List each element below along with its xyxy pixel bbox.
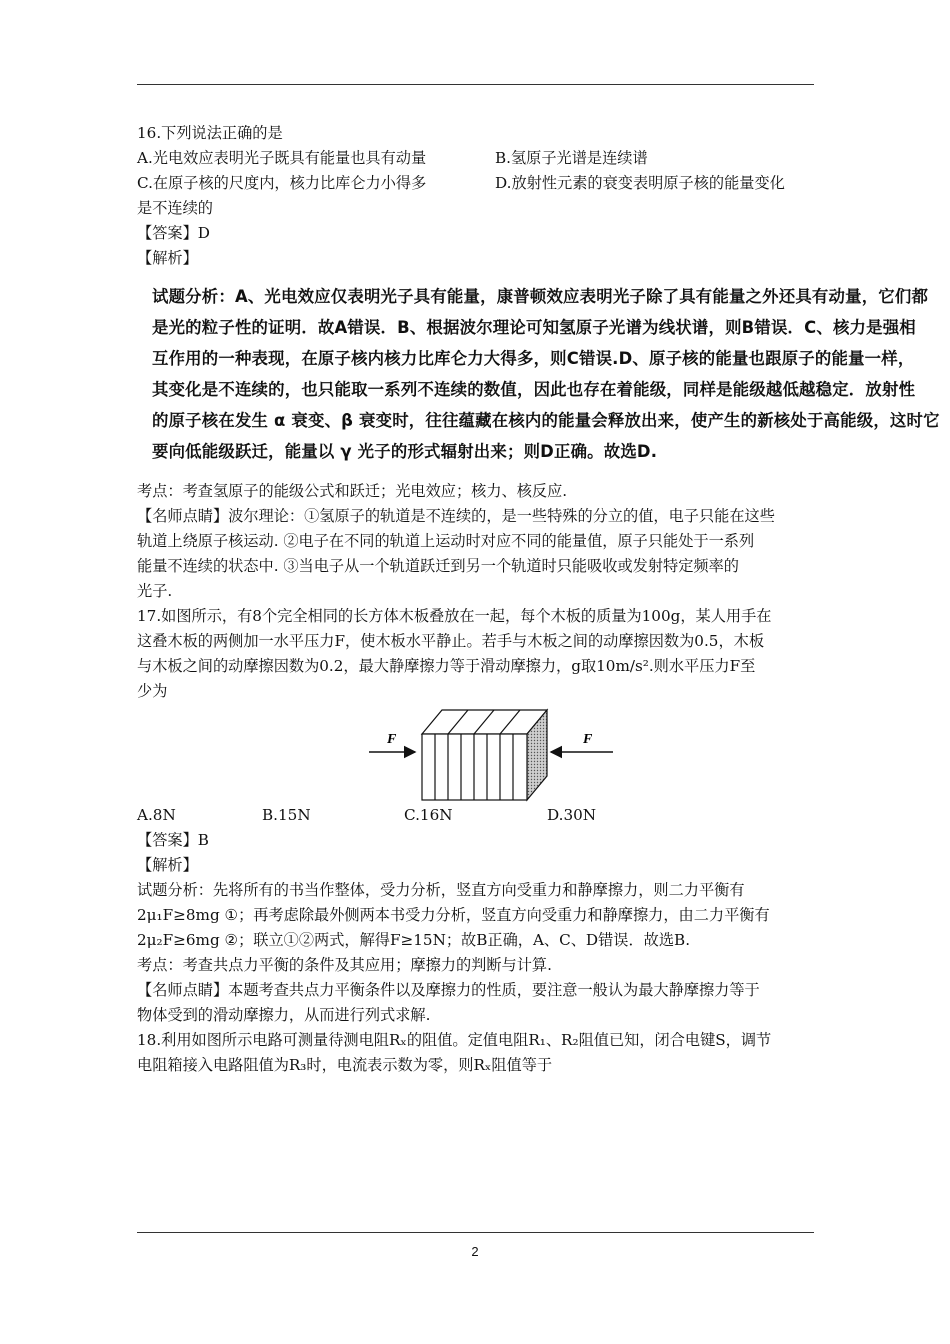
q17-analysis-label: 【解析】 — [137, 856, 198, 874]
q16-dianjing-line: 【名师点睛】波尔理论：①氢原子的轨道是不连续的，是一些特殊的分立的值，电子只能在这些 — [137, 507, 775, 525]
q16-option-b: B.氢原子光谱是连续谱 — [495, 149, 648, 167]
q16-kaodian: 考点：考查氢原子的能级公式和跃迁；光电效应；核力、核反应. — [137, 482, 568, 500]
q16-analysis-line: 试题分析：A、光电效应仅表明光子具有能量，康普顿效应表明光子除了具有能量之外还具有动量，它们都 — [152, 287, 929, 306]
q17-stem-line: 与木板之间的动摩擦因数为0.2，最大静摩擦力等于滑动摩擦力，g取10m/s².则水平压力F至 — [137, 657, 756, 675]
q17-stem-line: 少为 — [137, 682, 168, 700]
q17-kaodian: 考点：考查共点力平衡的条件及其应用；摩擦力的判断与计算. — [137, 956, 552, 974]
q17-analysis-line: 2μ₂F≥6mg ②；联立①②两式，解得F≥15N；故B正确，A、C、D错误．故选B. — [137, 931, 691, 949]
q16-option-d-continued: 是不连续的 — [137, 199, 213, 217]
footer-rule — [137, 1232, 814, 1233]
q16-dianjing-line: 轨道上绕原子核运动. ②电子在不同的轨道上运动时对应不同的能量值，原子只能处于一系列 — [137, 532, 755, 550]
q16-analysis-line: 要向低能级跃迁，能量以 γ 光子的形式辐射出来；则D正确。故选D. — [152, 442, 658, 461]
q16-option-c: C.在原子核的尺度内，核力比库仑力小得多 — [137, 174, 427, 192]
q16-analysis-line: 的原子核在发生 α 衰变、β 衰变时，往往蕴藏在核内的能量会释放出来，使产生的新核处于高能级，这时它 — [152, 411, 940, 430]
board-stack — [422, 710, 547, 800]
q17-dianjing-line: 【名师点睛】本题考查共点力平衡条件以及摩擦力的性质，要注意一般认为最大静摩擦力等于 — [137, 981, 760, 999]
q16-analysis-line: 互作用的一种表现，在原子核内核力比库仑力大得多，则C错误.D、原子核的能量也跟原子的能量一样， — [152, 349, 915, 368]
q17-answer: 【答案】B — [137, 831, 209, 849]
q17-option-d: D.30N — [547, 806, 597, 824]
page-number: 2 — [471, 1244, 479, 1259]
q16-stem: 16.下列说法正确的是 — [137, 124, 283, 142]
q17-option-c: C.16N — [404, 806, 453, 824]
boards-figure — [365, 706, 625, 810]
q17-dianjing-line: 物体受到的滑动摩擦力，从而进行列式求解. — [137, 1006, 431, 1024]
q17-analysis-line: 2μ₁F≥8mg ①；再考虑除最外侧两本书受力分析，竖直方向受重力和静摩擦力，由二力平衡有 — [137, 906, 770, 924]
q17-analysis-line: 试题分析：先将所有的书当作整体，受力分析，竖直方向受重力和静摩擦力，则二力平衡有 — [137, 881, 745, 899]
q18-stem-line: 18.利用如图所示电路可测量待测电阻Rₓ的阻值。定值电阻R₁、R₂阻值已知，闭合电键S，调节 — [137, 1031, 772, 1049]
q16-analysis-line: 其变化是不连续的，也只能取一系列不连续的数值，因此也存在着能级，同样是能级越低越稳定．放射性 — [152, 380, 916, 399]
q16-answer: 【答案】D — [137, 224, 210, 242]
left-force-label: F — [387, 732, 397, 747]
header-rule — [137, 84, 814, 85]
q16-dianjing-line: 光子. — [137, 582, 173, 600]
q18-stem-line: 电阻箱接入电路阻值为R₃时，电流表示数为零，则Rₓ阻值等于 — [137, 1056, 553, 1074]
right-force-label: F — [583, 732, 593, 747]
q17-stem-line: 17.如图所示，有8个完全相同的长方体木板叠放在一起，每个木板的质量为100g，某人用手在 — [137, 607, 772, 625]
q17-stem-line: 这叠木板的两侧加一水平压力F，使木板水平静止。若手与木板之间的动摩擦因数为0.5，木板 — [137, 632, 765, 650]
q17-option-b: B.15N — [262, 806, 311, 824]
q17-option-a: A.8N — [137, 806, 176, 824]
q16-analysis-line: 是光的粒子性的证明．故A错误．B、根据波尔理论可知氢原子光谱为线状谱，则B错误．C、核力是强相 — [152, 318, 916, 337]
q16-analysis-label: 【解析】 — [137, 249, 198, 267]
q16-dianjing-line: 能量不连续的状态中. ③当电子从一个轨道跃迁到另一个轨道时只能吸收或发射特定频率的 — [137, 557, 739, 575]
q16-option-a: A.光电效应表明光子既具有能量也具有动量 — [137, 149, 427, 167]
q16-option-d: D.放射性元素的衰变表明原子核的能量变化 — [495, 174, 785, 192]
